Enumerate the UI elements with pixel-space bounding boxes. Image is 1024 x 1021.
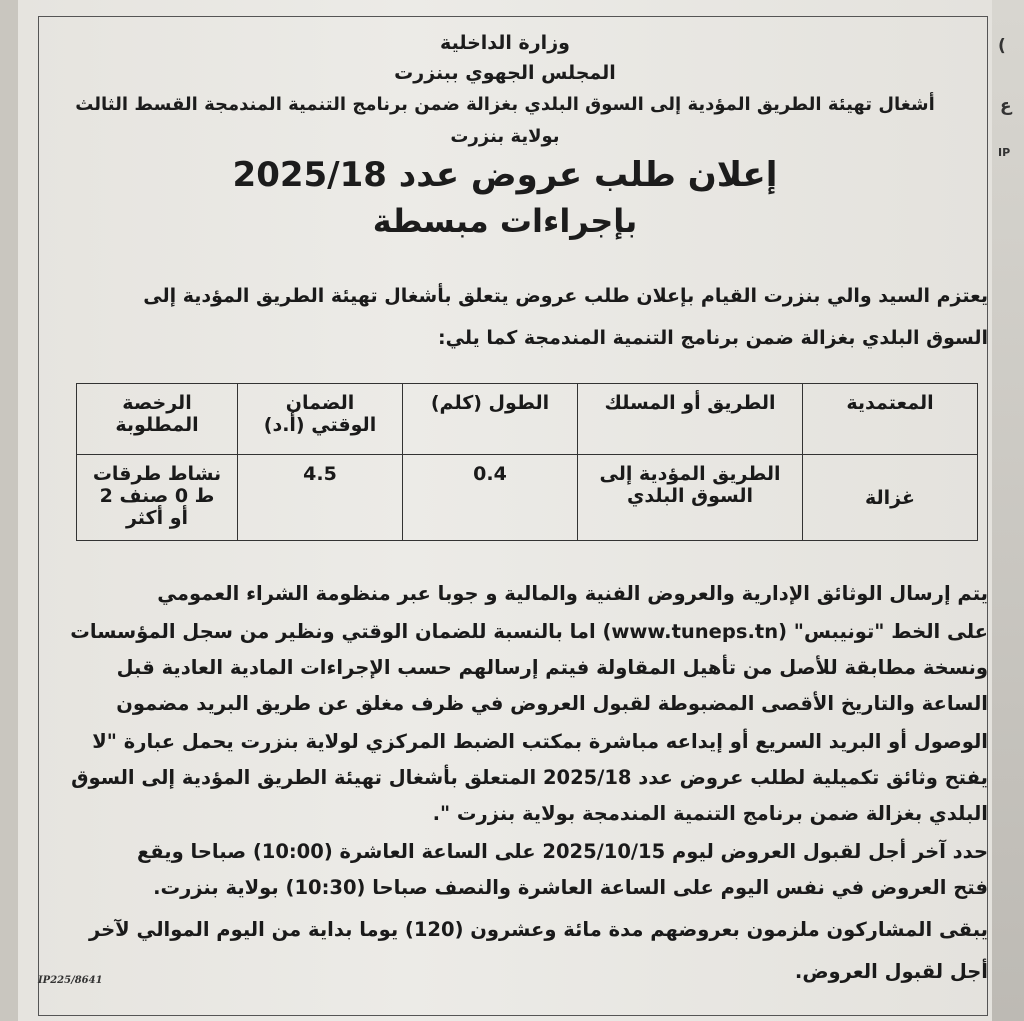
table-header-cell: الضمان الوقتي (أ.د) — [238, 384, 403, 455]
body-line: يفتح وثائق تكميلية لطلب عروض عدد 2025/18 المتعلق بأشغال تهيئة الطريق المؤدية إلى السوق — [71, 766, 988, 789]
body-line: يتم إرسال الوثائق الإدارية والعروض الفنية والمالية و جوبا عبر منظومة الشراء العمومي — [157, 582, 988, 605]
edge-fragment: IP — [998, 146, 1011, 159]
notice-reference: IP225/8641 — [38, 975, 103, 986]
procedure-heading: بإجراءات مبسطة — [372, 202, 638, 240]
table-header-cell: المعتمدية — [803, 384, 978, 455]
adjacent-page-edge — [988, 0, 1024, 1021]
edge-fragment: ( — [998, 36, 1006, 56]
body-line: البلدي بغزالة ضمن برنامج التنمية المندمجة بولاية بنزرت ". — [432, 802, 988, 825]
table-cell-guarantee: 4.5 — [238, 455, 403, 541]
body-line: الوصول أو البريد السريع أو إيداعه مباشرة بمكتب الضبط المركزي لولاية بنزرت يحمل عبارة "لا — [92, 730, 988, 753]
body-line: فتح العروض في نفس اليوم على الساعة العاشرة والنصف صباحا (10:30) بولاية بنزرت. — [153, 876, 988, 899]
body-line: يبقى المشاركون ملزمون بعروضهم مدة مائة وعشرون (120) يوما بداية من اليوم الموالي لآخر — [88, 918, 988, 941]
table-cell-license: نشاط طرقات ط 0 صنف 2 أو أكثر — [77, 455, 238, 541]
body-line: حدد آخر أجل لقبول العروض ليوم 2025/10/15 على الساعة العاشرة (10:00) صباحا ويقع — [136, 840, 988, 863]
table-row — [77, 455, 978, 541]
body-line: الساعة والتاريخ الأقصى المضبوطة لقبول العروض في ظرف مغلق عن طريق البريد مضمون — [116, 692, 988, 715]
ministry-title: وزارة الداخلية — [440, 32, 570, 54]
table-cell-road: الطريق المؤدية إلى السوق البلدي — [578, 455, 803, 541]
council-title: المجلس الجهوي ببنزرت — [394, 62, 616, 84]
body-line: أجل لقبول العروض. — [794, 960, 988, 983]
table-cell-delegation: غزالة — [803, 455, 978, 541]
project-title: أشغال تهيئة الطريق المؤدية إلى السوق البلدي بغزالة ضمن برنامج التنمية المندمجة القسط الثالث — [75, 94, 935, 115]
body-line: على الخط "تونيبس" (www.tuneps.tn) اما بالنسبة للضمان الوقتي ونظير من سجل المؤسسات — [70, 620, 988, 643]
offers-table — [76, 383, 978, 541]
newspaper-page — [18, 0, 992, 1021]
table-header-row — [77, 384, 978, 455]
table-header-cell: الطريق أو المسلك — [578, 384, 803, 455]
intro-paragraph-line: يعتزم السيد والي بنزرت القيام بإعلان طلب عروض يتعلق بأشغال تهيئة الطريق المؤدية إلى — [143, 285, 988, 307]
announcement-heading: إعلان طلب عروض عدد 2025/18 — [232, 155, 778, 195]
intro-paragraph-line: السوق البلدي بغزالة ضمن برنامج التنمية المندمجة كما يلي: — [438, 327, 988, 349]
table-header-cell: الرخصة المطلوبة — [77, 384, 238, 455]
edge-fragment: ع — [1000, 96, 1012, 116]
body-line: ونسخة مطابقة للأصل من تأهيل المقاولة فيتم إرسالهم حسب الإجراءات المادية العادية قبل — [116, 656, 988, 679]
table-header-cell: الطول (كلم) — [403, 384, 578, 455]
governorate-title: بولاية بنزرت — [450, 126, 560, 147]
table-cell-length: 0.4 — [403, 455, 578, 541]
